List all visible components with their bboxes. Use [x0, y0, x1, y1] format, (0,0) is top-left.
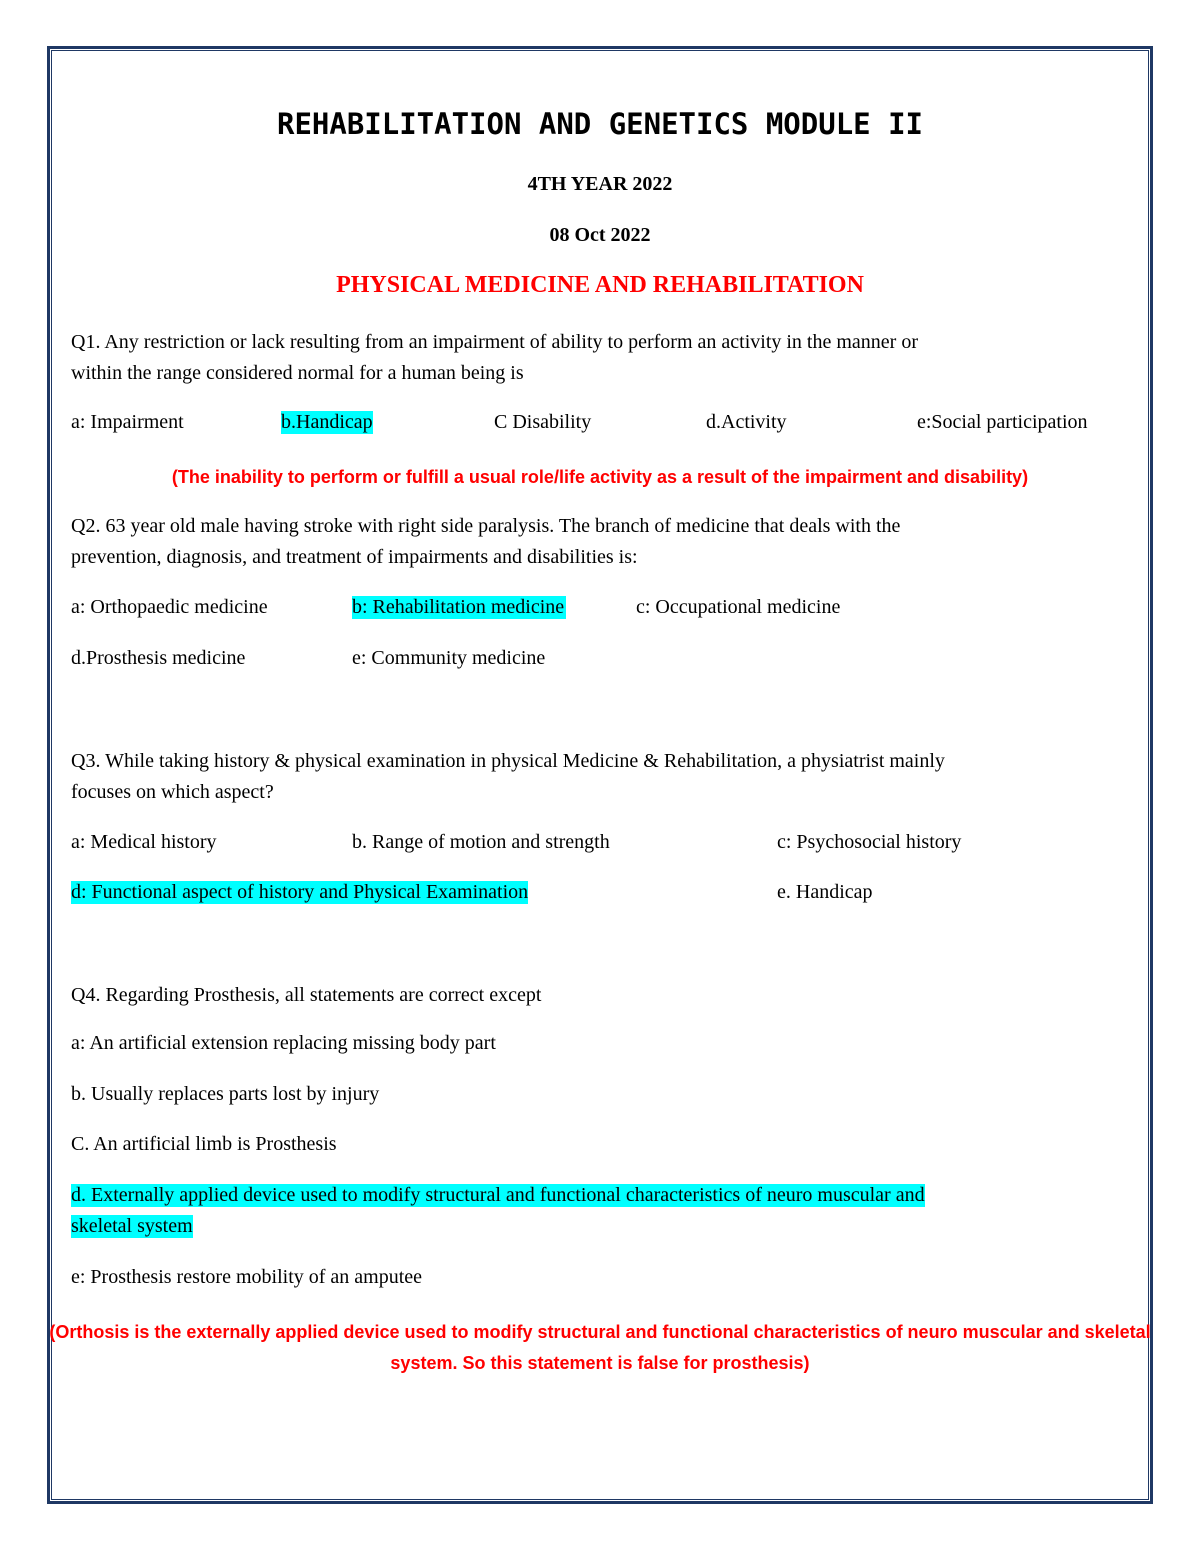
q4-option-b: b. Usually replaces parts lost by injury — [71, 1083, 380, 1105]
q1-option-b-answer: b.Handicap — [281, 411, 373, 433]
q2-option-e: e: Community medicine — [352, 647, 546, 669]
q4-explanation-line-2: system. So this statement is false for prosthesis) — [390, 1353, 810, 1373]
q4-option-c: C. An artificial limb is Prosthesis — [71, 1133, 337, 1155]
q1-option-d: d.Activity — [706, 411, 787, 433]
q4-question: Q4. Regarding Prosthesis, all statements are correct except — [71, 984, 542, 1006]
q4-option-d-answer-line-1: d. Externally applied device used to modify structural and functional characteristics of neuro muscular and — [71, 1184, 925, 1206]
q3-line-2: focuses on which aspect? — [71, 781, 274, 803]
q1-line-1: Q1. Any restriction or lack resulting from an impairment of ability to perform an activity in the manner or — [71, 331, 918, 353]
q3-line-1: Q3. While taking history & physical examination in physical Medicine & Rehabilitation, a physiatrist mainly — [71, 750, 945, 772]
q3-option-b: b. Range of motion and strength — [352, 831, 610, 853]
q2-option-d: d.Prosthesis medicine — [71, 647, 246, 669]
q4-option-d-answer-line-2: skeletal system — [71, 1215, 193, 1237]
date-label: 08 Oct 2022 — [549, 224, 651, 246]
q2-option-c: c: Occupational medicine — [636, 596, 841, 618]
section-heading: PHYSICAL MEDICINE AND REHABILITATION — [336, 272, 864, 298]
q1-option-c: C Disability — [494, 411, 592, 433]
q4-option-e: e: Prosthesis restore mobility of an amputee — [71, 1266, 423, 1288]
q1-option-e: e:Social participation — [917, 411, 1088, 433]
q2-line-2: prevention, diagnosis, and treatment of impairments and disabilities is: — [71, 546, 638, 568]
q2-line-1: Q2. 63 year old male having stroke with right side paralysis. The branch of medicine that deals with the — [71, 515, 901, 537]
q2-option-a: a: Orthopaedic medicine — [71, 596, 268, 618]
q3-option-a: a: Medical history — [71, 831, 217, 853]
q3-option-c: c: Psychosocial history — [777, 831, 962, 853]
q4-option-a: a: An artificial extension replacing missing body part — [71, 1032, 496, 1054]
q3-option-d-answer: d: Functional aspect of history and Physical Examination — [71, 881, 529, 903]
q3-option-e: e. Handicap — [777, 881, 873, 903]
year-label: 4TH YEAR 2022 — [527, 173, 673, 195]
q1-explanation: (The inability to perform or fulfill a usual role/life activity as a result of the impairment and disability) — [171, 467, 1029, 487]
document-title: REHABILITATION AND GENETICS MODULE II — [276, 107, 923, 141]
q1-option-a: a: Impairment — [71, 411, 184, 433]
q2-option-b-answer: b: Rehabilitation medicine — [352, 596, 565, 618]
q1-line-2: within the range considered normal for a human being is — [71, 362, 524, 384]
q4-explanation-line-1: (Orthosis is the externally applied device used to modify structural and functional characteristics of neuro muscular and skeletal — [49, 1322, 1151, 1342]
